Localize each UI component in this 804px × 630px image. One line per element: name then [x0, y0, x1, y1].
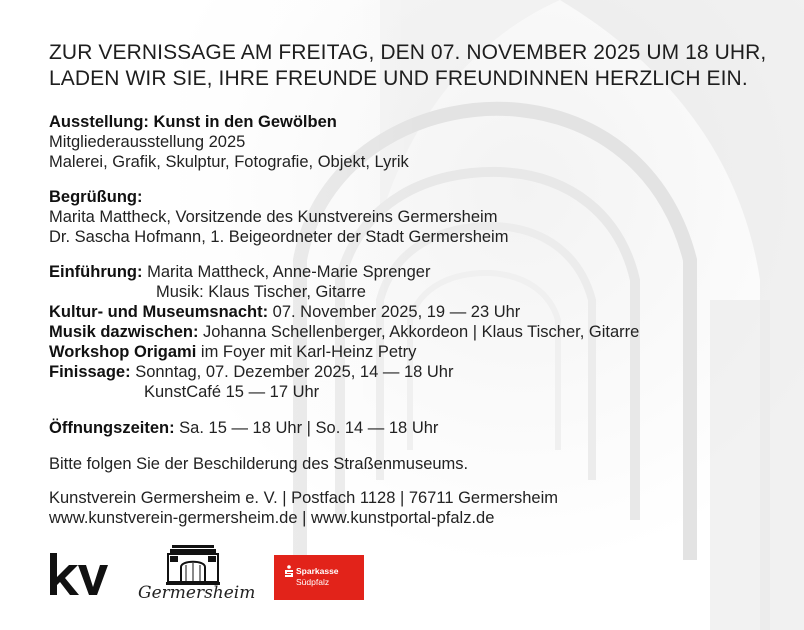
finissage-label: Finissage:: [49, 363, 131, 381]
germersheim-logo: [138, 545, 256, 615]
directions-note: [49, 454, 468, 474]
music-between-label: Musik dazwischen:: [49, 323, 199, 341]
exhibition-subtitle: Mitgliederausstellung 2025: [49, 133, 246, 151]
headline-line-2: LADEN WIR SIE, IHRE FREUNDE UND FREUNDINNEN HERZLICH EIN.: [49, 67, 748, 90]
finissage-value: Sonntag, 07. Dezember 2025, 14 — 18 Uhr: [130, 363, 454, 381]
intro-value: Marita Mattheck, Anne-Marie Sprenger: [142, 263, 431, 281]
welcome-speaker-2: Dr. Sascha Hofmann, 1. Beigeordneter der Stadt Germersheim: [49, 228, 509, 246]
contact-block: [49, 488, 558, 528]
headline: [49, 40, 799, 92]
program-block: [49, 262, 639, 402]
intro-music: Musik: Klaus Tischer, Gitarre: [156, 283, 366, 301]
contact-address: Kunstverein Germersheim e. V. | Postfach 1128 | 76711 Germersheim: [49, 489, 559, 507]
kv-logo: [48, 553, 108, 597]
welcome-block: [49, 187, 508, 247]
workshop-value: im Foyer mit Karl-Heinz Petry: [196, 343, 417, 361]
headline-line-1: ZUR VERNISSAGE AM FREITAG, DEN 07. NOVEMBER 2025 UM 18 UHR,: [49, 41, 767, 64]
city-gate-icon: [138, 545, 248, 585]
exhibition-title: Ausstellung: Kunst in den Gewölben: [49, 113, 337, 131]
museum-night-label: Kultur- und Museumsnacht:: [49, 303, 269, 321]
kunstcafe-line: KunstCafé 15 — 17 Uhr: [144, 383, 320, 401]
music-between-value: Johanna Schellenberger, Akkordeon | Klaus Tischer, Gitarre: [198, 323, 640, 341]
intro-label: Einführung:: [49, 263, 143, 281]
opening-hours-label: Öffnungszeiten:: [49, 419, 175, 437]
museum-night-value: 07. November 2025, 19 — 23 Uhr: [268, 303, 521, 321]
directions-text: Bitte folgen Sie der Beschilderung des Straßenmuseums.: [49, 455, 469, 473]
sparkasse-name: Sparkasse: [296, 566, 339, 576]
opening-hours: [49, 418, 438, 438]
welcome-label: Begrüßung:: [49, 188, 143, 206]
exhibition-block: [49, 112, 409, 172]
contact-web: www.kunstverein-germersheim.de | www.kunstportal-pfalz.de: [49, 509, 495, 527]
welcome-speaker-1: Marita Mattheck, Vorsitzende des Kunstvereins Germersheim: [49, 208, 498, 226]
sparkasse-region: Südpfalz: [296, 577, 330, 587]
sparkasse-logo: [274, 555, 364, 600]
exhibition-media: Malerei, Grafik, Skulptur, Fotografie, Objekt, Lyrik: [49, 153, 409, 171]
opening-hours-value: Sa. 15 — 18 Uhr | So. 14 — 18 Uhr: [174, 419, 439, 437]
workshop-label: Workshop Origami: [49, 343, 197, 361]
germersheim-wordmark: Germersheim: [138, 583, 256, 603]
sparkasse-s-icon: [284, 565, 294, 577]
